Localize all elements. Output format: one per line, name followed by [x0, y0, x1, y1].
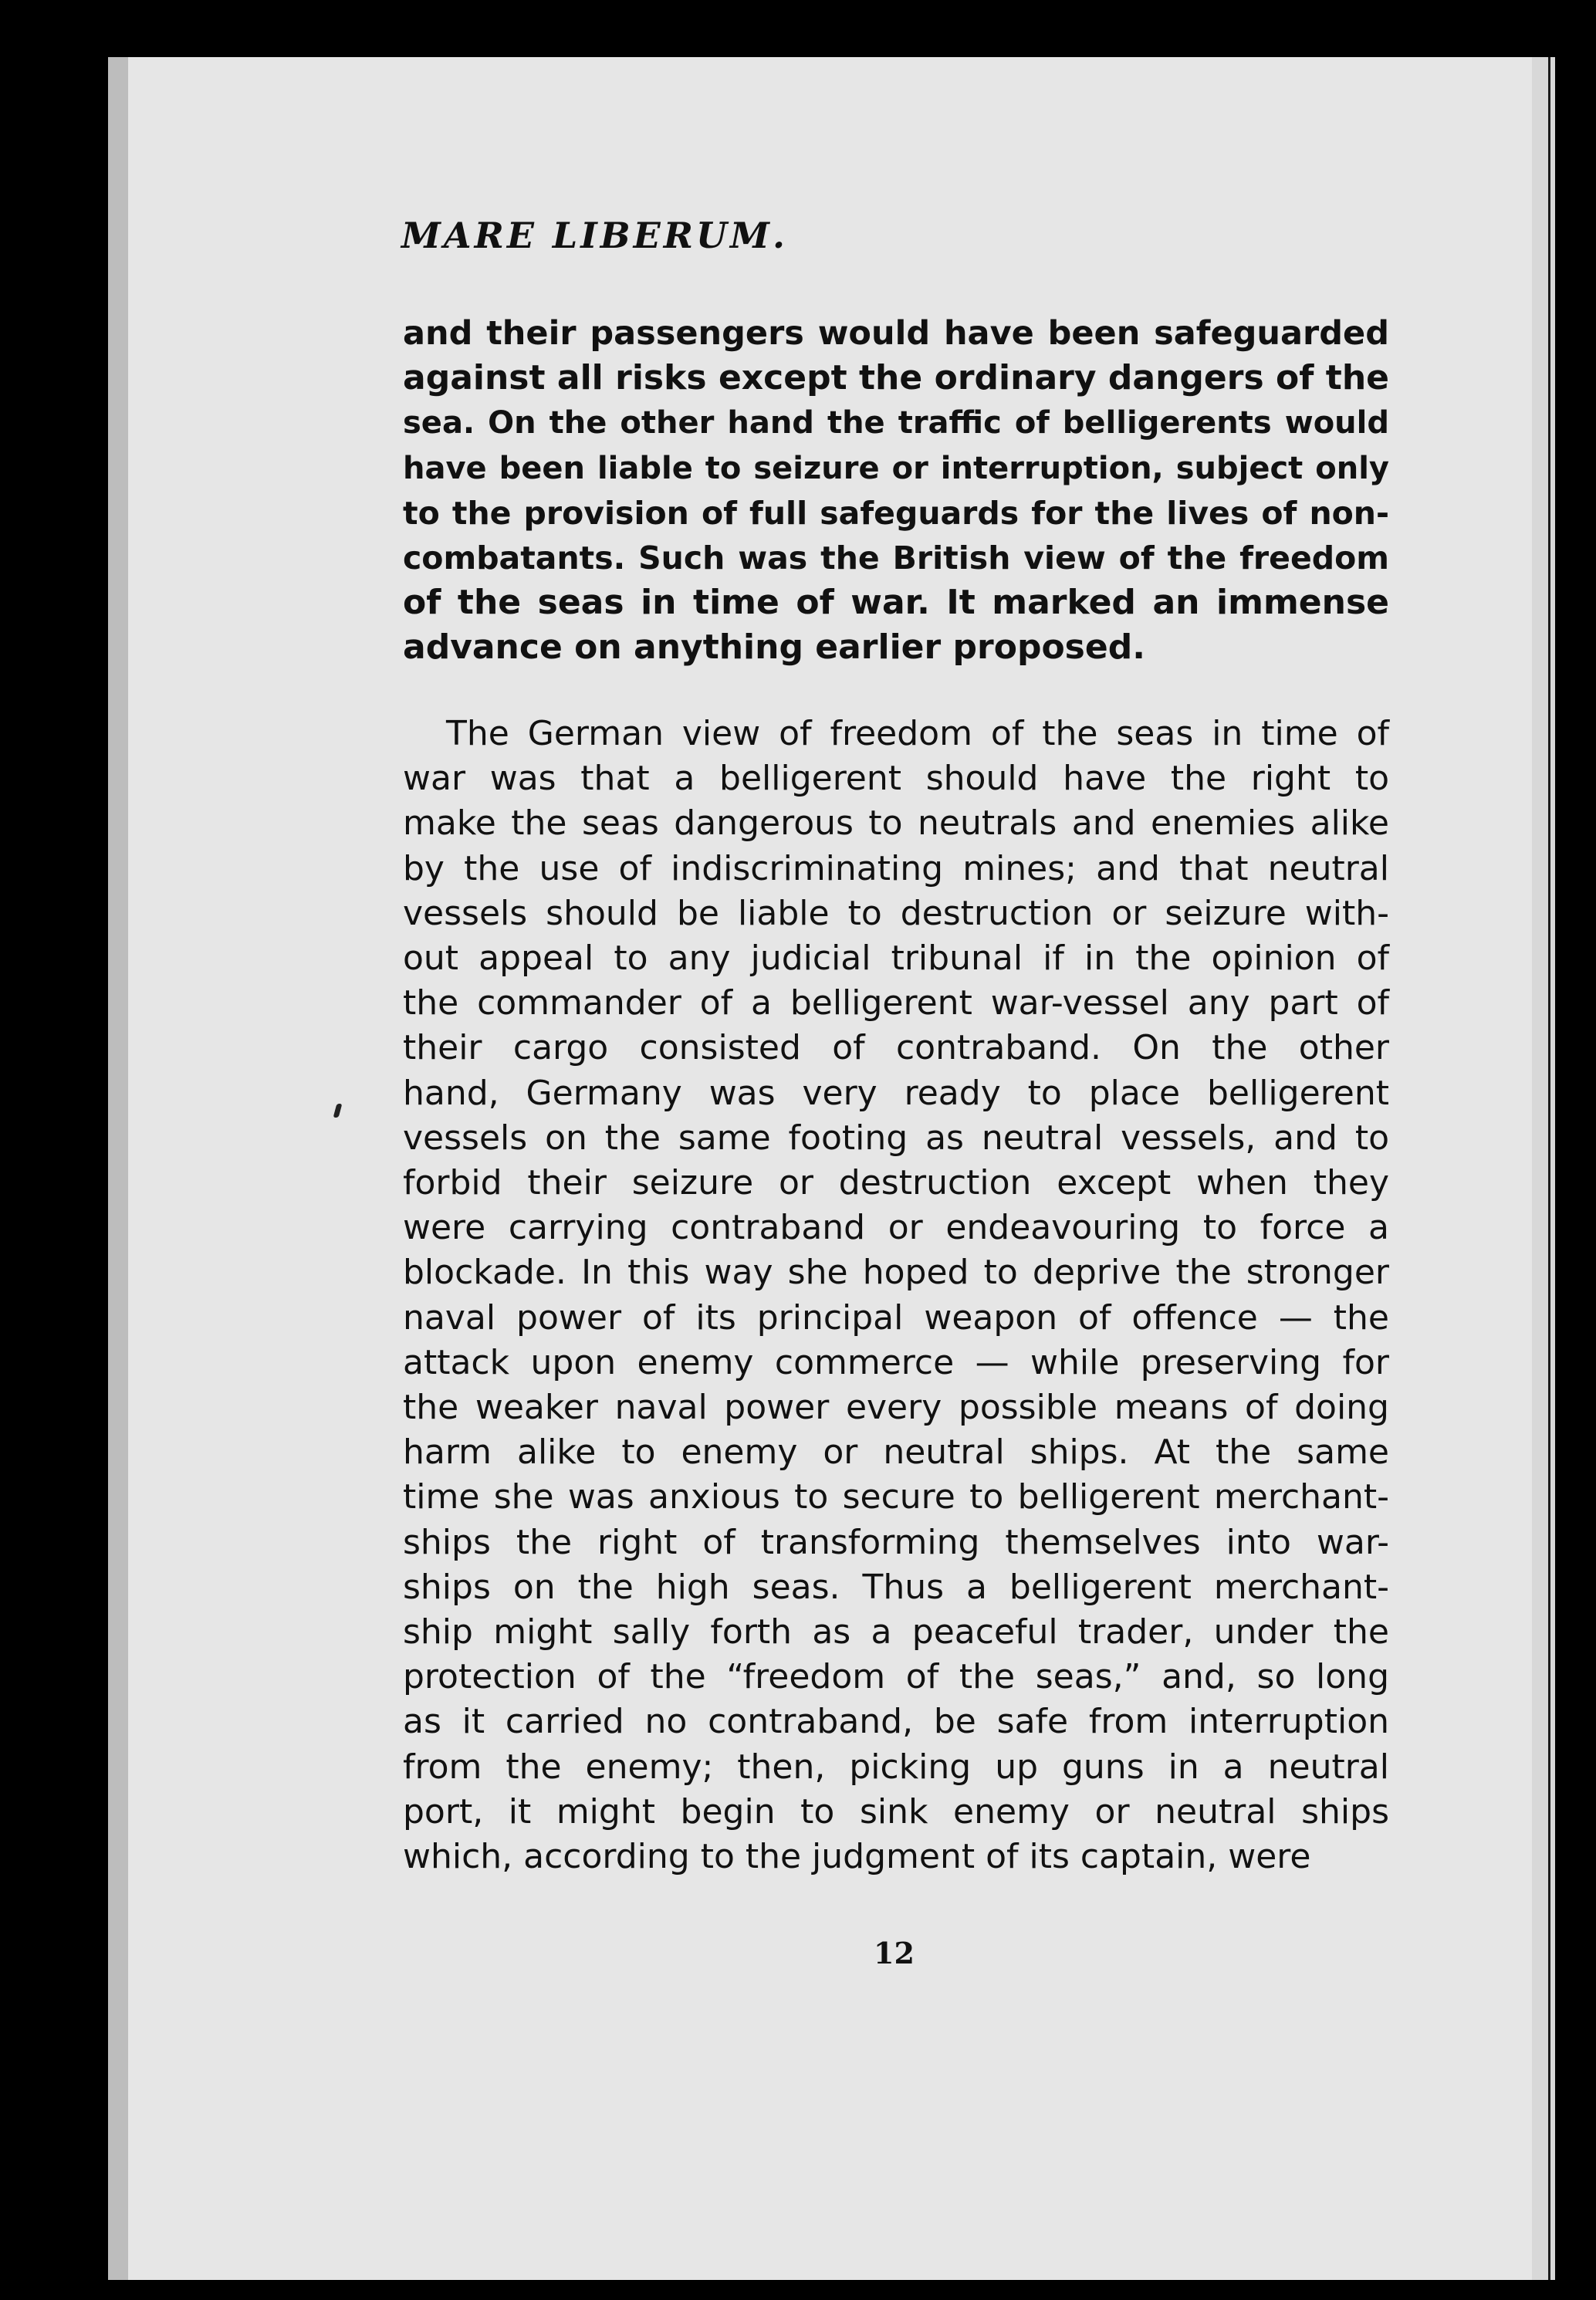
text-line: as it carried no contraband, be safe from interruption	[403, 1702, 1389, 1742]
text-line: war was that a belligerent should have the right to	[403, 759, 1389, 799]
running-head: MARE LIBERUM.	[401, 215, 788, 256]
page-gutter-shadow	[108, 57, 128, 2280]
text-line: time she was anxious to secure to belligerent merchant-	[403, 1477, 1389, 1517]
text-line: were carrying contraband or endeavouring to force a	[403, 1208, 1389, 1248]
text-line: sea. On the other hand the traffic of belligerents would	[403, 405, 1389, 441]
text-line: have been liable to seizure or interruption, subject only	[403, 450, 1389, 486]
page-number: 12	[874, 1936, 915, 1970]
text-line: forbid their seizure or destruction except when they	[403, 1163, 1389, 1203]
text-line: port, it might begin to sink enemy or neutral ships	[403, 1791, 1389, 1832]
text-line: blockade. In this way she hoped to deprive the stronger	[403, 1253, 1389, 1293]
text-line: against all risks except the ordinary dangers of the	[403, 358, 1389, 398]
text-line: out appeal to any judicial tribunal if in the opinion of	[403, 939, 1389, 979]
page-edge	[1532, 57, 1555, 2280]
text-line: advance on anything earlier proposed.	[403, 627, 1145, 668]
text-line: ship might sally forth as a peaceful trader, under the	[403, 1612, 1389, 1652]
text-line: vessels on the same footing as neutral vessels, and to	[403, 1118, 1389, 1158]
text-line: their cargo consisted of contraband. On the other	[403, 1028, 1389, 1068]
text-line: The German view of freedom of the seas in time of	[446, 714, 1389, 753]
text-line: the weaker naval power every possible means of doing	[403, 1388, 1389, 1428]
text-line: the commander of a belligerent war-vessel any part of	[403, 983, 1389, 1023]
text-line: which, according to the judgment of its captain, were	[403, 1837, 1311, 1877]
paragraph-2	[403, 712, 1389, 1879]
text-line: of the seas in time of war. It marked an immense	[403, 583, 1389, 623]
text-line: combatants. Such was the British view of the freedom	[403, 539, 1389, 577]
text-line: make the seas dangerous to neutrals and enemies alike	[403, 803, 1389, 844]
text-line: ships on the high seas. Thus a belligerent merchant-	[403, 1567, 1389, 1607]
text-line: harm alike to enemy or neutral ships. At the same	[403, 1432, 1389, 1473]
text-line: hand, Germany was very ready to place belligerent	[403, 1073, 1389, 1113]
text-line: attack upon enemy commerce — while preserving for	[403, 1342, 1389, 1382]
text-line: by the use of indiscriminating mines; and that neutral	[403, 848, 1389, 888]
text-line: naval power of its principal weapon of offence — the	[403, 1297, 1389, 1338]
text-line: and their passengers would have been safeguarded	[403, 314, 1389, 353]
paragraph-1	[403, 311, 1389, 671]
text-line: protection of the “freedom of the seas,” and, so long	[403, 1657, 1389, 1697]
text-line: ships the right of transforming themselves into war-	[403, 1522, 1389, 1562]
text-line: from the enemy; then, picking up guns in a neutral	[403, 1747, 1389, 1787]
text-line: to the provision of full safeguards for the lives of non-	[403, 494, 1389, 532]
text-line: vessels should be liable to destruction or seizure with-	[403, 893, 1389, 933]
page-edge-line	[1548, 57, 1550, 2280]
